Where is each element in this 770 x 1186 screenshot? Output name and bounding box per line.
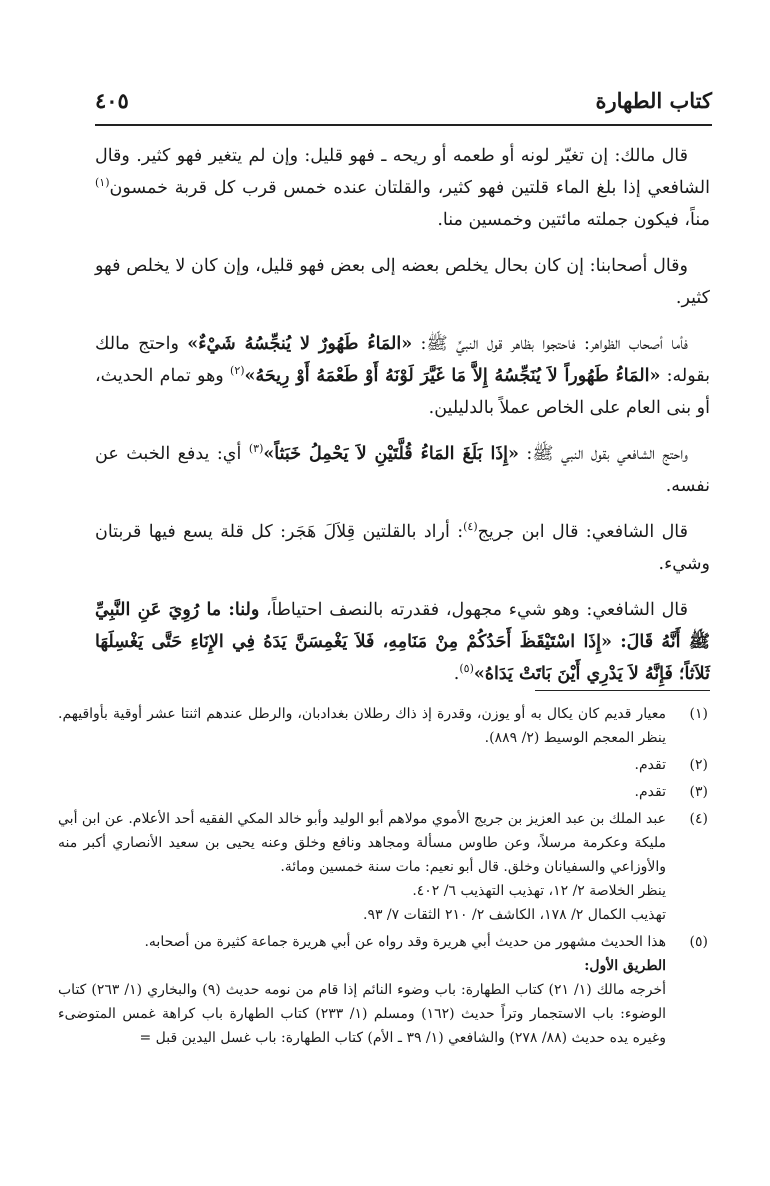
footnote-body <box>58 753 666 777</box>
footnote <box>58 780 708 804</box>
footnote-line: تقدم. <box>634 784 666 800</box>
paragraph-5-text-a: قال الشافعي: قال ابن جريج <box>477 522 688 542</box>
page-number: ٤٠٥ <box>95 88 129 113</box>
footnote-ref-4: (٤) <box>463 520 478 534</box>
hadith-quote-4: ولنا: ما رُوِيَ عَنِ النَّبِيِّ ﷺ أَنَّهُ قَالَ: «إِذَا اسْتَيْقَظَ أَحَدُكُمْ مِنْ مَنَامِهِ، فَلاَ يَغْمِسَنَّ يَدَهُ فِي الإِنَاءِ حَتَّى يَغْسِلَهَا ثَلاَثاً؛ فَإِنَّهُ لاَ يَدْرِي أَيْنَ بَاتَتْ يَدَاهُ» <box>95 600 710 684</box>
hadith-quote-1: «المَاءُ طَهُورٌ لا يُنجِّسُهُ شَيْءٌ» <box>187 334 413 354</box>
footnote-body <box>58 780 666 804</box>
footnote-number: (٣) <box>689 784 708 800</box>
footnote-separator <box>535 690 710 691</box>
footnote-ref-2: (٢) <box>230 364 245 378</box>
footnote-number: (١) <box>689 706 708 722</box>
paragraph-3 <box>95 328 710 424</box>
footnote <box>58 807 708 927</box>
footnote <box>58 702 708 750</box>
footnote-ref-1: (١) <box>95 176 110 190</box>
paragraph-3-text-c: وهو تمام الحديث، أو بنى العام على الخاص عملاً بالدليلين. <box>95 366 710 418</box>
footnote-line: تقدم. <box>634 757 666 773</box>
paragraph-1-text: قال مالك: إن تغيّر لونه أو طعمه أو ريحه ـ فهو قليل: وإن لم يتغير فهو كثير. وقال الشافعي إذا بلغ الماء قلتين فهو كثير، والقلتان عنده خمس قرب كل قربة خمسون <box>95 146 710 198</box>
paragraph-3-text-a: فأما أصحاب الظواهر: فاحتجوا بظاهر قول النبيِّ ﷺ: <box>412 334 688 354</box>
paragraph-4-text-b: أي: يدفع الخبث عن نفسه. <box>95 444 710 496</box>
paragraph-5 <box>95 516 710 580</box>
footnote-line: ينظر الخلاصة ٢/ ١٢، تهذيب التهذيب ٦/ ٤٠٢. <box>412 883 666 899</box>
footnote <box>58 930 708 1050</box>
hadith-quote-2: «المَاءُ طَهُوراً لاَ يُنَجِّسُهُ إِلاَّ مَا غَيَّرَ لَوْنَهُ أَوْ طَعْمَهُ أَوْ رِيحَهُ» <box>244 366 661 386</box>
footnote-number: (٢) <box>689 757 708 773</box>
footnote-body <box>58 702 666 750</box>
footnote <box>58 753 708 777</box>
paragraph-5-text-b: : أراد بالقلتين قِلاَلَ هَجَر: كل قلة يسع فيها قربتان وشيء. <box>95 522 710 574</box>
book-title: كتاب الطهارة <box>595 88 712 113</box>
main-text <box>95 140 710 704</box>
footnote-number: (٥) <box>689 934 708 950</box>
paragraph-4-text-a: واحتج الشافعي بقول النبي ﷺ: <box>518 444 688 464</box>
footnote-number: (٤) <box>689 811 708 827</box>
footnote-subheading: الطريق الأول: <box>584 958 666 974</box>
paragraph-3-text-b: واحتج مالك بقوله: <box>95 334 711 386</box>
footnote-line: أخرجه مالك (١/ ٢١) كتاب الطهارة: باب وضوء النائم إذا قام من نومه حديث (٩) والبخاري (١/ ٢٦٣) كتاب الوضوء: باب الاستجمار وتراً حديث (١٦٢) ومسلم (١/ ٢٣٣) كتاب الطهارة باب كراهة غمس المتوضىء وغيره يده حديث (٨٨/ ٢٧٨) والشافعي (١/ ٣٩ ـ الأم) كتاب الطهارة: باب غسل اليدين قبل = <box>58 982 667 1046</box>
paragraph-1 <box>95 140 710 236</box>
footnote-line: معيار قديم كان يكال به أو يوزن، وقدرة إذ ذاك رطلان بغدادبان، والرطل عندهم اثنتا عشر أوقية بأواقيهم. ينظر المعجم الوسيط (٢/ ٨٨٩). <box>58 706 666 746</box>
footnote-body <box>58 807 666 927</box>
footnote-body <box>58 930 666 1050</box>
footnote-ref-3: (٣) <box>248 442 264 456</box>
paragraph-6-end: . <box>453 664 460 684</box>
paragraph-2: وقال أصحابنا: إن كان بحال يخلص بعضه إلى بعض فهو قليل، وإن كان لا يخلص فهو كثير. <box>95 256 710 308</box>
footnote-line: هذا الحديث مشهور من حديث أبي هريرة وقد رواه عن أبي هريرة جماعة كثيرة من أصحابه. <box>144 934 666 950</box>
paragraph-1-end: مناً، فيكون جملته مائتين وخمسين منا. <box>437 210 710 230</box>
paragraph-4 <box>95 438 710 502</box>
paragraph-6 <box>95 594 710 690</box>
footnote-ref-5: (٥) <box>459 662 474 676</box>
footnote-line: عبد الملك بن عبد العزيز بن جريج الأموي مولاهم أبو الوليد وأبو خالد المكي الفقيه أحد الأعلام. عن ابن أبي مليكة وعكرمة مرسلاً، وعن طاوس مسألة ومجاهد ونافع وخلق وعنه يحيى بن سعيد الأنصاري أكبر منه والأوزاعي والسفيانان وخلق. قال أبو نعيم: مات سنة خمسين ومائة. <box>58 811 666 875</box>
footnotes <box>58 702 708 1053</box>
page-header <box>95 88 712 126</box>
paragraph-6-text-a: قال الشافعي: وهو شيء مجهول، فقدرته بالنصف احتياطاً، <box>259 600 688 620</box>
hadith-quote-3: «إِذَا بَلَغَ المَاءُ قُلَّتَيْنِ لاَ يَحْمِلُ خَبَثاً» <box>263 444 519 464</box>
footnote-line: تهذيب الكمال ٢/ ١٧٨، الكاشف ٢/ ٢١٠ الثقات ٧/ ٩٣. <box>362 907 666 923</box>
